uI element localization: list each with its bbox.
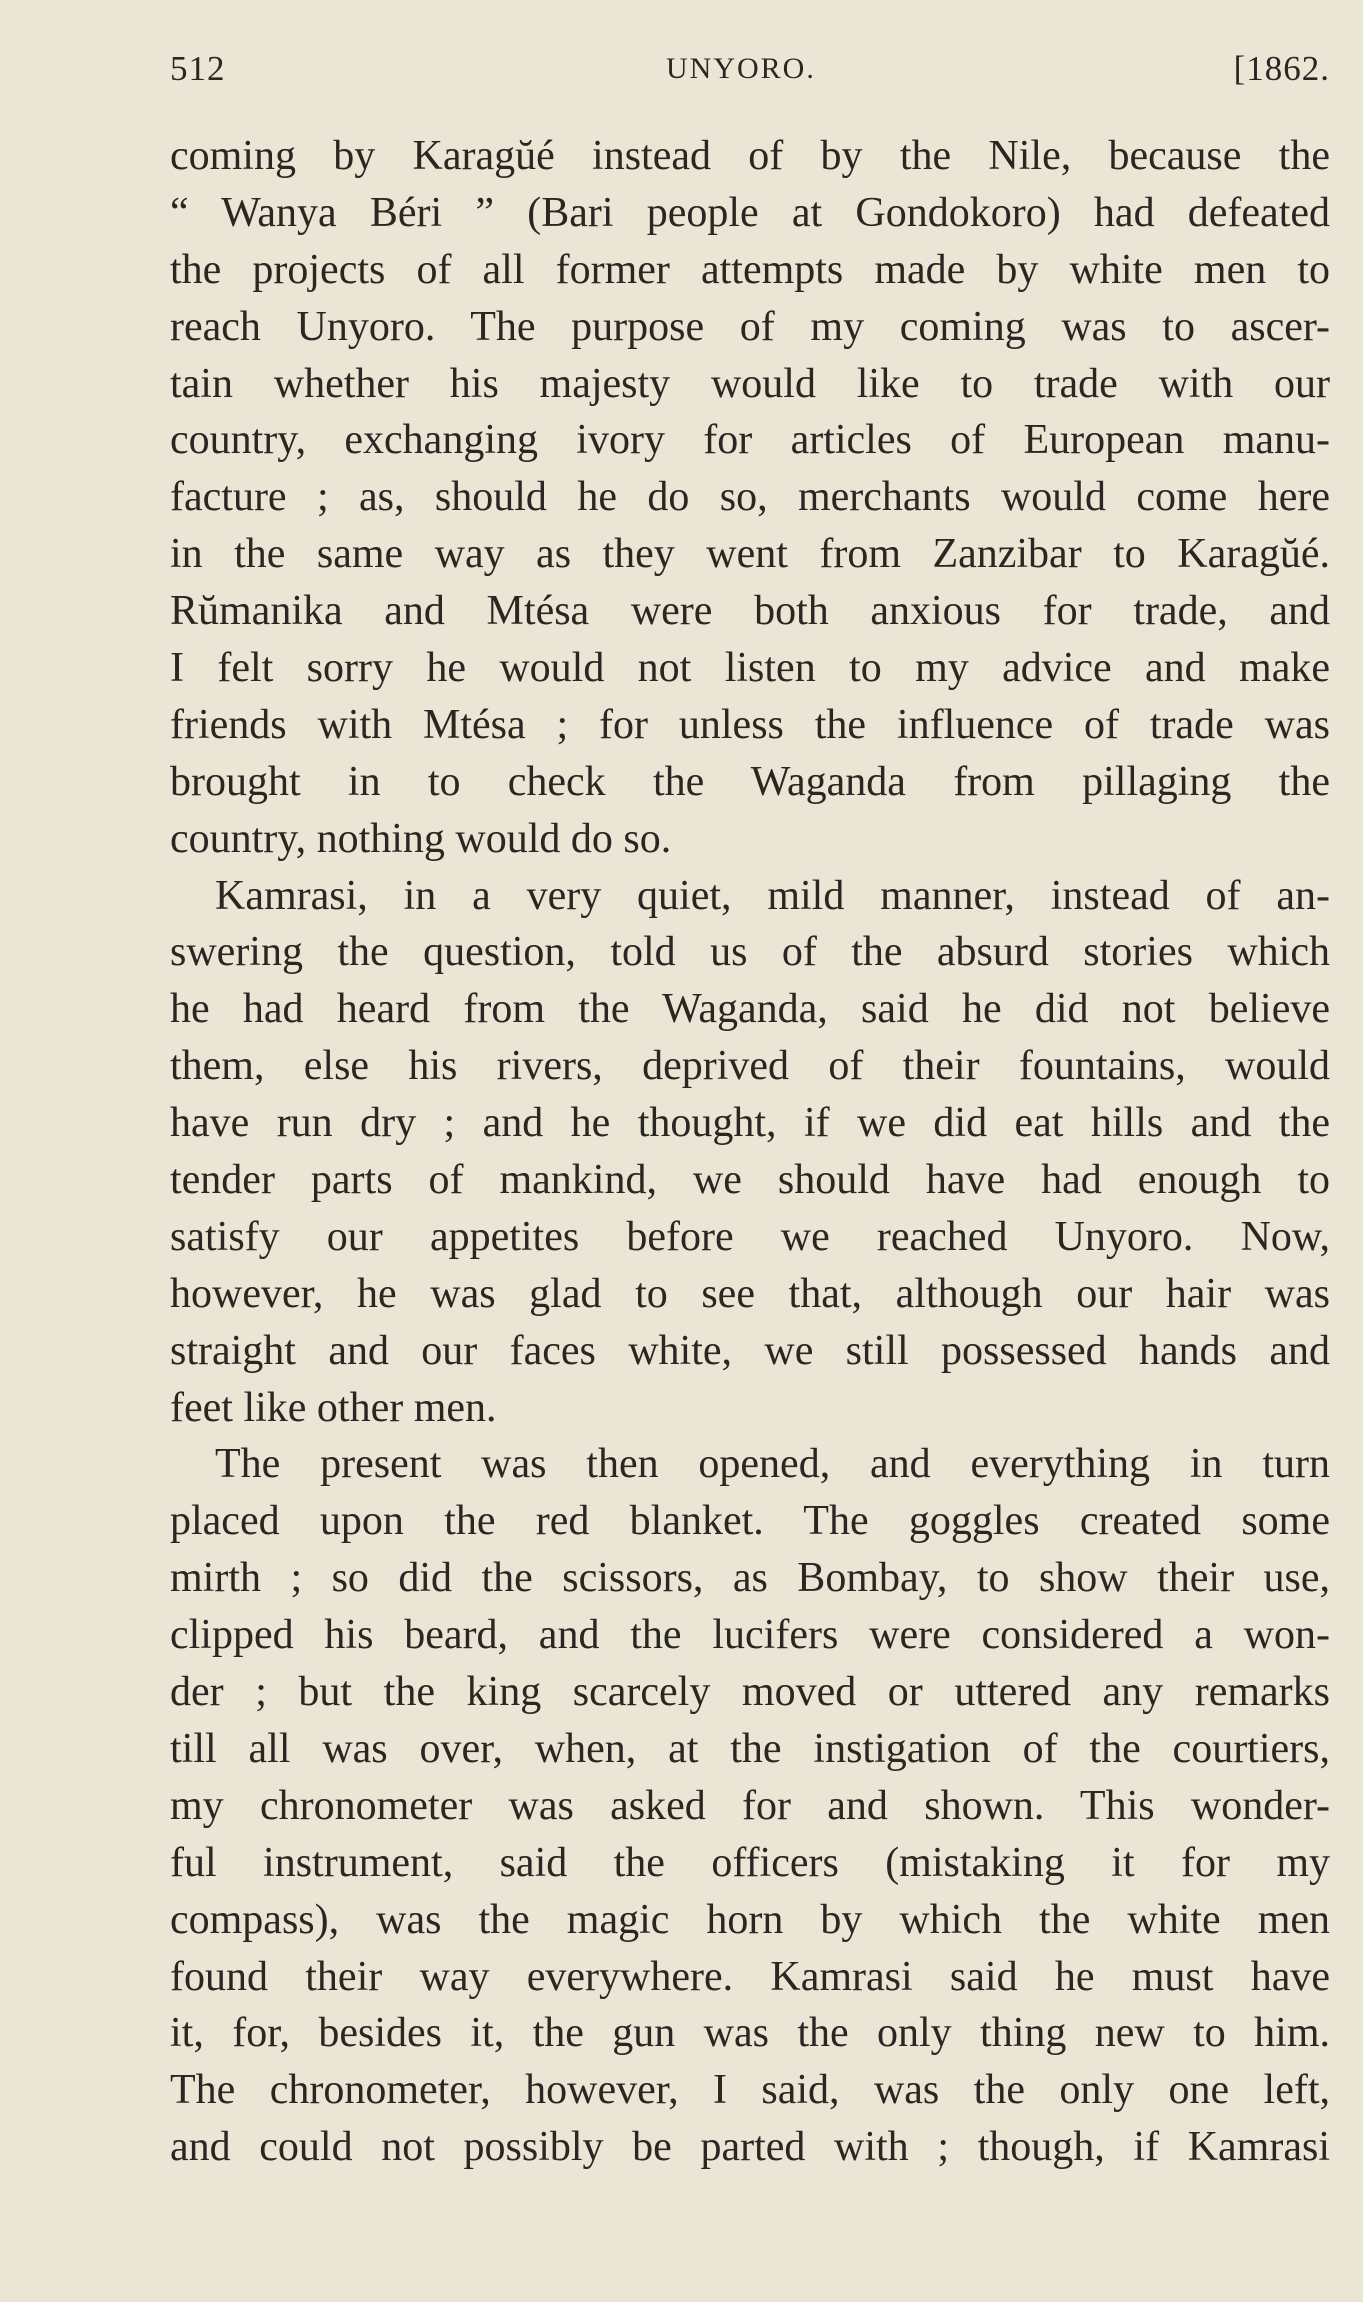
text-line: country, exchanging ivory for articles of European manu- [170, 417, 1330, 464]
text-line: tain whether his majesty would like to trade with our [170, 360, 1330, 407]
text-line: feet like other men. [170, 1384, 497, 1431]
text-line: friends with Mtésa ; for unless the influence of trade was [170, 701, 1330, 748]
text-line: swering the question, told us of the absurd stories which [170, 929, 1330, 976]
page-header [170, 44, 1330, 94]
text-line: Rŭmanika and Mtésa were both anxious for trade, and [170, 588, 1330, 635]
year-marker: [1862. [1233, 49, 1330, 88]
text-line: The present was then opened, and everything in turn [215, 1441, 1330, 1488]
text-line: found their way everywhere. Kamrasi said he must have [170, 1953, 1330, 2000]
text-line: brought in to check the Waganda from pillaging the [170, 758, 1330, 805]
text-line: country, nothing would do so. [170, 815, 672, 862]
paragraph [170, 128, 1330, 868]
text-line: facture ; as, should he do so, merchants would come here [170, 474, 1330, 521]
text-line: ful instrument, said the officers (mistaking it for my [170, 1839, 1330, 1886]
text-line: “ Wanya Béri ” (Bari people at Gondokoro) had defeated [170, 189, 1330, 236]
text-line: reach Unyoro. The purpose of my coming was to ascer- [170, 303, 1330, 350]
text-line: Kamrasi, in a very quiet, mild manner, instead of an- [215, 872, 1330, 919]
text-line: the projects of all former attempts made by white men to [170, 246, 1330, 293]
text-line: straight and our faces white, we still possessed hands and [170, 1327, 1330, 1374]
text-line: The chronometer, however, I said, was the only one left, [170, 2067, 1330, 2114]
text-line: tender parts of mankind, we should have had enough to [170, 1157, 1330, 1204]
text-line: it, for, besides it, the gun was the only thing new to him. [170, 2010, 1330, 2057]
paragraph [170, 1436, 1330, 2176]
paragraph [170, 868, 1330, 1437]
running-title: UNYORO. [666, 52, 816, 85]
text-line: coming by Karagŭé instead of by the Nile, because the [170, 133, 1330, 179]
text-line: them, else his rivers, deprived of their fountains, would [170, 1043, 1330, 1090]
text-line: placed upon the red blanket. The goggles created some [170, 1498, 1330, 1545]
text-line: I felt sorry he would not listen to my advice and make [170, 645, 1330, 692]
text-line: and could not possibly be parted with ; though, if Kamrasi [170, 2124, 1330, 2171]
text-line: have run dry ; and he thought, if we did eat hills and the [170, 1100, 1330, 1147]
text-line: till all was over, when, at the instigation of the courtiers, [170, 1725, 1330, 1772]
text-line: clipped his beard, and the lucifers were considered a won- [170, 1612, 1330, 1659]
text-line: he had heard from the Waganda, said he did not believe [170, 986, 1330, 1033]
text-line: in the same way as they went from Zanzibar to Karagŭé. [170, 531, 1330, 578]
text-line: satisfy our appetites before we reached Unyoro. Now, [170, 1213, 1330, 1260]
page-number: 512 [170, 49, 226, 88]
text-line: compass), was the magic horn by which the white men [170, 1896, 1330, 1943]
text-line: mirth ; so did the scissors, as Bombay, to show their use, [170, 1555, 1330, 1602]
text-line: my chronometer was asked for and shown. This wonder- [170, 1782, 1330, 1829]
body-text [170, 128, 1330, 2176]
text-line: however, he was glad to see that, although our hair was [170, 1270, 1330, 1317]
text-line: der ; but the king scarcely moved or uttered any remarks [170, 1669, 1330, 1716]
